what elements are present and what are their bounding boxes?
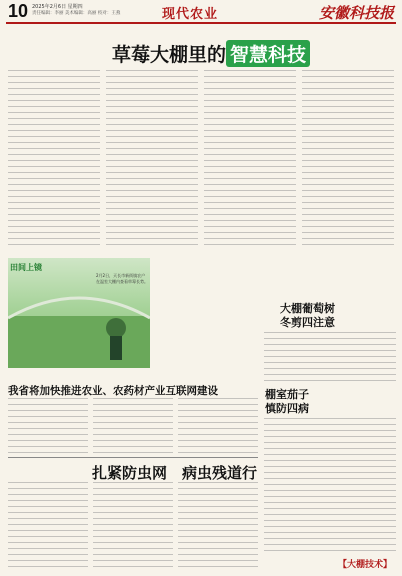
- section-title: 现代农业: [162, 7, 219, 22]
- paper-logo: 安徽科技报: [318, 4, 394, 22]
- footer-tag-text: 大棚技术: [346, 560, 383, 570]
- grapes-headline: 大棚葡萄树 冬剪四注意: [280, 302, 335, 329]
- masthead: [0, 0, 402, 22]
- mid-column-2: [93, 398, 173, 454]
- article-column-2: [106, 70, 198, 250]
- footer-tag-close: 】: [382, 560, 392, 570]
- mid-column-3: [178, 398, 258, 454]
- right-body: [264, 418, 396, 552]
- main-headline: [112, 40, 310, 67]
- bottom-column-2: [93, 482, 173, 570]
- bottom-headline: 扎紧防虫网 病虫残道行: [92, 464, 258, 482]
- date-line: 2025年2月6日 星期四: [32, 4, 83, 10]
- bottom-column-3: [178, 482, 258, 570]
- article-column-4: [302, 70, 394, 250]
- mid-headline: 我省将加快推进农业、农药材产业互联网建设: [8, 385, 218, 397]
- page-number: 10: [8, 1, 29, 21]
- editors-line: 责任编辑：李丽 美术编辑：高丽 校对：王燕: [32, 11, 121, 16]
- photo-tag: 田间上镜: [10, 262, 42, 272]
- bottom-column-1: [8, 482, 88, 570]
- footer-tag-open: 【: [337, 560, 347, 570]
- article-column-3: [204, 70, 296, 250]
- header-rule: [6, 22, 396, 24]
- photo-caption: 2月2日，天长市新街镇农户在温室大棚内查看草莓长势。: [96, 273, 148, 284]
- grapes-body: [264, 332, 396, 382]
- article-column-1: [8, 70, 100, 250]
- right-headline-line2: 慎防四病: [265, 402, 309, 415]
- right-headline: [265, 388, 309, 416]
- bottom-divider: [8, 457, 258, 458]
- mid-column-1: [8, 398, 88, 454]
- main-headline-badge: 智慧科技: [226, 40, 310, 67]
- right-headline-line1: 棚室茄子: [265, 388, 309, 401]
- main-headline-text: 草莓大棚里的: [112, 44, 227, 66]
- footer-tag: [338, 557, 392, 570]
